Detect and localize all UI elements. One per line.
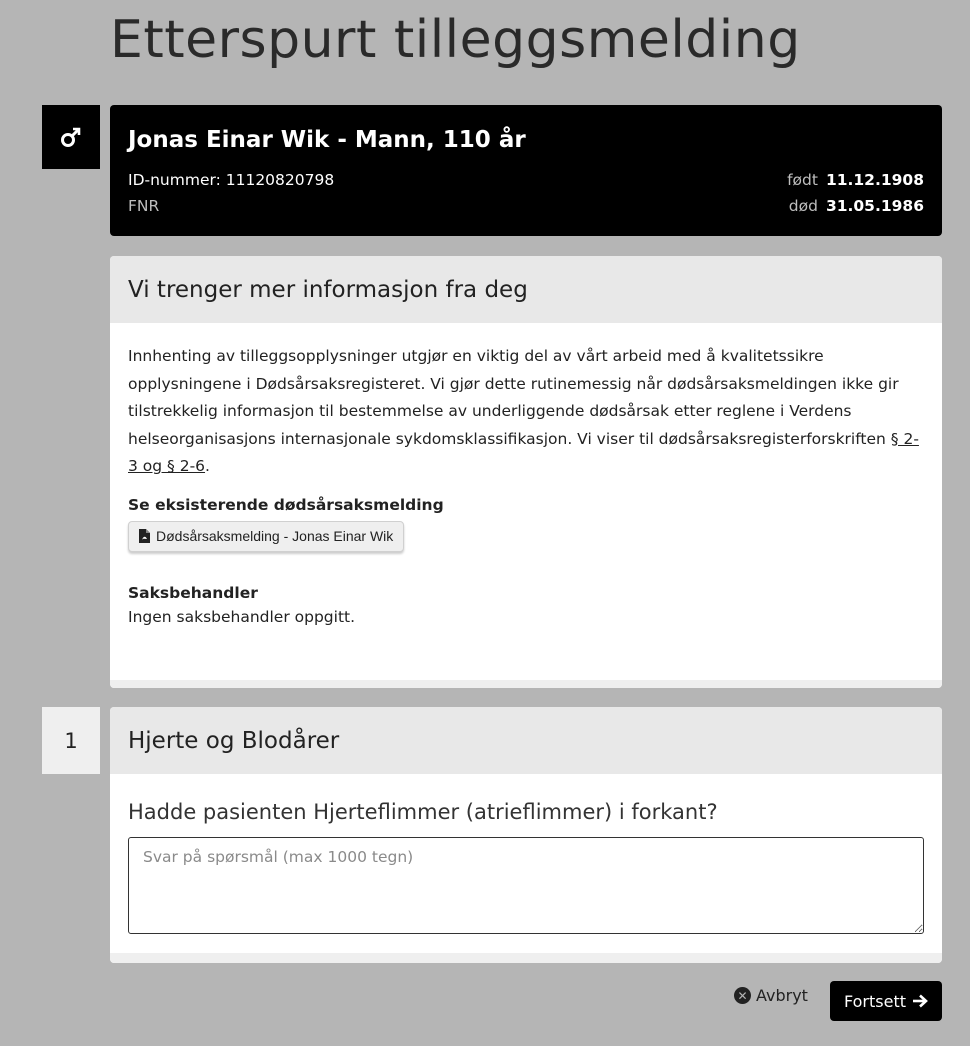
born-label: født [787,171,818,189]
regulation-link[interactable]: § 2-3 og § 2-6 [128,429,919,475]
question-number: 1 [42,707,100,774]
question-text: Hadde pasienten Hjerteflimmer (atrieflimmer) i forkant? [128,800,718,824]
died-label: død [788,197,818,215]
times-circle-icon: ✕ [734,987,751,1004]
patient-header [110,105,942,236]
question-footer-bar [110,953,942,963]
pdf-file-icon [139,529,150,543]
gender-indicator [42,105,100,169]
cancel-label: Avbryt [756,986,808,1005]
existing-report-label: Se eksisterende dødsårsaksmelding [128,495,444,514]
death-date-row [789,193,924,219]
card-footer-bar [110,680,942,688]
born-date: 11.12.1908 [825,171,924,189]
answer-textarea[interactable] [128,837,924,934]
patient-id-type: FNR [128,197,160,215]
continue-label: Fortsett [844,991,906,1011]
open-death-report-button[interactable] [128,521,404,552]
male-icon [60,126,82,148]
info-paragraph-text: Innhenting av tilleggsopplysninger utgjør en viktig del av vårt arbeid med å kvalitetssikre opplysningene i Dødsårsaksregisteret. Vi gjør dette rutinemessig når dødsårsaksmeldingen ikke gir tilstrekkelig informasjon til bestemmelse av underliggende dødsårsak etter reglene i Verdens helseorganisasjons internasjonale sykdomsklassifikasjon. Vi viser til dødsårsaksregisterforskriften [128,347,899,448]
cancel-button[interactable] [734,986,808,1005]
patient-id: ID-nummer: 11120820798 [128,171,335,189]
died-date: 31.05.1986 [825,197,924,215]
doc-button-label: Dødsårsaksmelding - Jonas Einar Wik [156,528,394,544]
birth-date-row [787,167,924,193]
info-paragraph: Innhenting av tilleggsopplysninger utgjør en viktig del av vårt arbeid med å kvalitetssikre opplysningene i Dødsårsaksregisteret. Vi gjør dette rutinemessig når dødsårsaksmeldingen ikke gir tilstrekkelig informasjon til bestemmelse av underliggende dødsårsak etter reglene i Verdens helseorganisasjons internasjonale sykdomsklassifikasjon. Vi viser til dødsårsaksregisterforskriften § 2-3 og § 2-6. [128,347,919,475]
arrow-right-icon [912,994,928,1008]
patient-name: Jonas Einar Wik - Mann, 110 år [128,127,526,153]
question-section-heading: Hjerte og Blodårer [110,707,942,774]
handler-label: Saksbehandler [128,583,258,602]
info-card [110,256,942,688]
info-heading: Vi trenger mer informasjon fra deg [110,256,942,323]
continue-button[interactable] [830,981,942,1021]
handler-value: Ingen saksbehandler oppgitt. [128,607,356,626]
question-card [110,707,942,963]
page-title: Etterspurt tilleggsmelding [110,10,801,70]
